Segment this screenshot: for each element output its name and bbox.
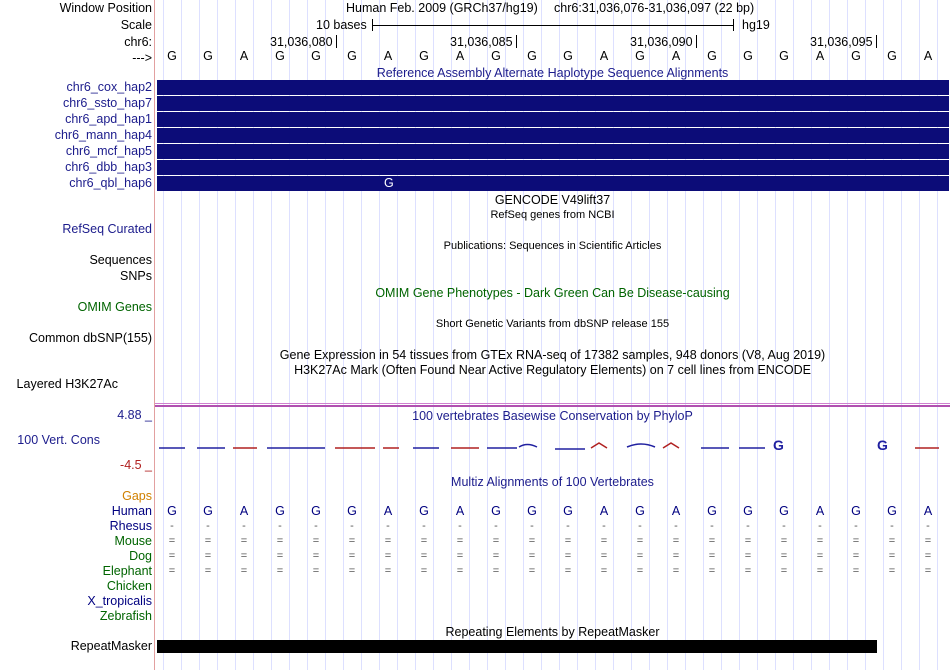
gencode-title[interactable]: GENCODE V49lift37 (494, 193, 611, 207)
alignment-mark: = (708, 535, 716, 547)
h3k27ac-signal-line (155, 405, 950, 407)
alignment-mark: - (746, 520, 750, 532)
alignment-mark: = (276, 535, 284, 547)
h3k27ac-title[interactable]: H3K27Ac Mark (Often Found Near Active Regulatory Elements) on 7 cell lines from ENCODE (294, 363, 811, 377)
label-divider (154, 0, 155, 670)
alignment-mark: - (278, 520, 282, 532)
alignment-mark: = (924, 535, 932, 547)
reference-base: A (239, 49, 249, 63)
human-base: G (275, 504, 285, 518)
human-base: G (527, 504, 537, 518)
alignment-mark: = (348, 565, 356, 577)
coord-tick-1 (516, 35, 517, 48)
alignment-mark: = (600, 535, 608, 547)
reference-base: A (455, 49, 465, 63)
human-base: G (779, 504, 789, 518)
scale-bar-right-tick (733, 19, 734, 31)
h3k27ac-label[interactable]: Layered H3K27Ac (16, 377, 118, 391)
alignment-mark: = (492, 565, 500, 577)
hap-bar-ssto[interactable] (157, 96, 949, 111)
reference-base: G (563, 49, 573, 63)
alignment-mark: = (636, 535, 644, 547)
alignment-mark: = (924, 565, 932, 577)
alignment-mark: = (528, 550, 536, 562)
reference-base: G (167, 49, 177, 63)
alignment-mark: - (242, 520, 246, 532)
qbl-mismatch-base: G (384, 176, 394, 190)
alignment-mark: = (204, 565, 212, 577)
hap-bar-qbl[interactable] (157, 176, 949, 191)
human-base: A (671, 504, 681, 518)
repeatmasker-element[interactable] (157, 640, 877, 653)
alignment-mark: - (638, 520, 642, 532)
alignment-mark: = (780, 550, 788, 562)
alignment-mark: = (636, 565, 644, 577)
cons-label[interactable]: 100 Vert. Cons (17, 433, 100, 447)
chrom-label: chr6: (124, 35, 152, 49)
omim-genes-label[interactable]: OMIM Genes (77, 300, 152, 314)
alignment-mark: = (456, 550, 464, 562)
human-base: A (383, 504, 393, 518)
track-label-column (0, 0, 154, 670)
reference-base: G (527, 49, 537, 63)
scale-text: 10 bases (316, 18, 367, 32)
dbsnp-title[interactable]: Short Genetic Variants from dbSNP release 155 (435, 318, 670, 330)
alignment-mark: - (710, 520, 714, 532)
human-base: G (743, 504, 753, 518)
human-base: G (167, 504, 177, 518)
alignment-mark: - (386, 520, 390, 532)
alignment-mark: = (888, 535, 896, 547)
alignment-mark: = (456, 535, 464, 547)
publications-title[interactable]: Publications: Sequences in Scientific Articles (443, 240, 662, 252)
phylop-glyph-2: G (877, 437, 888, 453)
hap-bar-apd[interactable] (157, 112, 949, 127)
reference-base: G (851, 49, 861, 63)
reference-base: G (779, 49, 789, 63)
alignment-mark: = (708, 565, 716, 577)
alignment-mark: = (708, 550, 716, 562)
reference-base: G (743, 49, 753, 63)
coord-tick-0 (336, 35, 337, 48)
position-text: chr6:31,036,076-31,036,097 (22 bp) (554, 1, 755, 15)
alignment-mark: = (564, 550, 572, 562)
human-base: G (203, 504, 213, 518)
alignment-mark: = (240, 535, 248, 547)
alignment-mark: = (564, 565, 572, 577)
alignment-mark: - (314, 520, 318, 532)
alignment-mark: = (564, 535, 572, 547)
alignment-mark: = (312, 550, 320, 562)
species-label[interactable]: Dog (129, 549, 152, 563)
alignment-mark: = (816, 535, 824, 547)
alignment-mark: = (528, 535, 536, 547)
phylop-glyph-1: G (773, 437, 784, 453)
alignment-mark: = (384, 550, 392, 562)
human-base: G (311, 504, 321, 518)
alignment-mark: = (204, 535, 212, 547)
alignment-mark: - (530, 520, 534, 532)
alignment-mark: - (422, 520, 426, 532)
species-label[interactable]: Mouse (114, 534, 152, 548)
alignment-mark: = (420, 535, 428, 547)
alignment-mark: = (852, 535, 860, 547)
hap-label-cox[interactable]: chr6_cox_hap2 (66, 80, 152, 94)
alignment-mark: = (348, 535, 356, 547)
alignment-mark: = (528, 565, 536, 577)
reference-base: A (599, 49, 609, 63)
alignment-mark: = (420, 550, 428, 562)
alignment-mark: = (744, 550, 752, 562)
alignment-mark: = (168, 550, 176, 562)
hap-label-qbl[interactable]: chr6_qbl_hap6 (69, 176, 152, 190)
phylop-seg-13 (627, 444, 655, 447)
species-label[interactable]: Zebrafish (99, 609, 152, 623)
reference-base: G (635, 49, 645, 63)
phylop-seg-10 (519, 445, 537, 448)
species-label[interactable]: Chicken (106, 579, 152, 593)
alignment-mark: = (672, 535, 680, 547)
reference-base: G (203, 49, 213, 63)
alignment-mark: - (566, 520, 570, 532)
gaps-label[interactable]: Gaps (122, 489, 152, 503)
refseq-subtitle[interactable]: RefSeq genes from NCBI (490, 209, 615, 221)
alt-hap-title[interactable]: Reference Assembly Alternate Haplotype Sequence Alignments (376, 66, 729, 80)
reference-base: A (671, 49, 681, 63)
alignment-mark: = (924, 550, 932, 562)
alignment-mark: - (782, 520, 786, 532)
alignment-mark: = (240, 565, 248, 577)
human-base: G (491, 504, 501, 518)
alignment-mark: = (492, 550, 500, 562)
repeatmasker-label[interactable]: RepeatMasker (70, 639, 152, 653)
hap-label-mcf[interactable]: chr6_mcf_hap5 (65, 144, 152, 158)
alignment-mark: = (780, 565, 788, 577)
species-label[interactable]: Human (111, 504, 152, 518)
human-base: A (815, 504, 825, 518)
reference-base: G (419, 49, 429, 63)
reference-base: G (311, 49, 321, 63)
coord-label-1: 31,036,085 (450, 35, 513, 49)
phylop-min-label: -4.5 _ (120, 458, 152, 472)
alignment-mark: = (636, 550, 644, 562)
hap-bar-cox[interactable] (157, 80, 949, 95)
reference-base: G (347, 49, 357, 63)
human-base: A (923, 504, 933, 518)
coord-tick-2 (696, 35, 697, 48)
alignment-mark: = (816, 565, 824, 577)
reference-base: A (383, 49, 393, 63)
alignment-mark: = (600, 565, 608, 577)
omim-title[interactable]: OMIM Gene Phenotypes - Dark Green Can Be Disease-causing (375, 286, 730, 300)
alignment-mark: = (312, 565, 320, 577)
scale-bar (372, 25, 733, 26)
snps-label[interactable]: SNPs (120, 269, 152, 283)
alignment-mark: = (168, 535, 176, 547)
repeatmasker-title[interactable]: Repeating Elements by RepeatMasker (445, 625, 660, 639)
strand-toggle[interactable]: ---> (132, 51, 152, 65)
human-base: A (239, 504, 249, 518)
assembly-title: Human Feb. 2009 (GRCh37/hg19) (346, 1, 538, 15)
alignment-mark: - (854, 520, 858, 532)
reference-base: G (707, 49, 717, 63)
species-label[interactable]: X_tropicalis (87, 594, 152, 608)
human-base: G (563, 504, 573, 518)
reference-base: A (815, 49, 825, 63)
human-base: A (599, 504, 609, 518)
dbsnp-label[interactable]: Common dbSNP(155) (29, 331, 152, 345)
hap-label-ssto[interactable]: chr6_ssto_hap7 (63, 96, 152, 110)
species-label[interactable]: Elephant (102, 564, 152, 578)
alignment-mark: = (276, 565, 284, 577)
alignment-mark: - (494, 520, 498, 532)
refseq-curated-label[interactable]: RefSeq Curated (62, 222, 152, 236)
phylop-graph[interactable] (155, 424, 950, 464)
alignment-mark: - (350, 520, 354, 532)
coord-tick-3 (876, 35, 877, 48)
phylop-title[interactable]: 100 vertebrates Basewise Conservation by PhyloP (412, 409, 693, 423)
alignment-mark: = (744, 565, 752, 577)
human-base: G (851, 504, 861, 518)
alignment-mark: = (672, 550, 680, 562)
alignment-mark: = (852, 565, 860, 577)
alignment-mark: = (600, 550, 608, 562)
phylop-max-label: 4.88 _ (117, 408, 152, 422)
alignment-mark: - (458, 520, 462, 532)
human-base: G (887, 504, 897, 518)
hap-bar-mcf[interactable] (157, 144, 949, 159)
phylop-seg-14 (663, 443, 679, 448)
hap-label-mann[interactable]: chr6_mann_hap4 (54, 128, 152, 142)
alignment-mark: - (818, 520, 822, 532)
reference-base: G (491, 49, 501, 63)
alignment-mark: = (816, 550, 824, 562)
alignment-mark: = (888, 565, 896, 577)
alignment-mark: = (312, 535, 320, 547)
alignment-mark: = (888, 550, 896, 562)
db-label: hg19 (742, 18, 770, 32)
human-base: G (707, 504, 717, 518)
alignment-mark: - (206, 520, 210, 532)
coord-label-0: 31,036,080 (270, 35, 333, 49)
h3k27ac-signal-line-top (155, 403, 950, 404)
species-label[interactable]: Rhesus (109, 519, 152, 533)
human-base: G (635, 504, 645, 518)
alignment-mark: = (744, 535, 752, 547)
reference-base: G (275, 49, 285, 63)
alignment-mark: = (780, 535, 788, 547)
hap-bar-mann[interactable] (157, 128, 949, 143)
alignment-mark: = (348, 550, 356, 562)
alignment-mark: - (170, 520, 174, 532)
coord-label-2: 31,036,090 (630, 35, 693, 49)
reference-base: A (923, 49, 933, 63)
alignment-mark: = (204, 550, 212, 562)
alignment-mark: - (674, 520, 678, 532)
hap-label-dbb[interactable]: chr6_dbb_hap3 (65, 160, 152, 174)
hap-bar-dbb[interactable] (157, 160, 949, 175)
alignment-mark: = (420, 565, 428, 577)
sequences-label[interactable]: Sequences (89, 253, 152, 267)
alignment-mark: = (168, 565, 176, 577)
human-base: A (455, 504, 465, 518)
alignment-mark: = (492, 535, 500, 547)
alignment-mark: = (384, 565, 392, 577)
alignment-mark: - (602, 520, 606, 532)
alignment-mark: = (240, 550, 248, 562)
alignment-mark: = (672, 565, 680, 577)
coord-label-3: 31,036,095 (810, 35, 873, 49)
alignment-mark: = (384, 535, 392, 547)
hap-label-apd[interactable]: chr6_apd_hap1 (65, 112, 152, 126)
reference-base: G (887, 49, 897, 63)
window-position-label: Window Position (59, 1, 152, 15)
gtex-title[interactable]: Gene Expression in 54 tissues from GTEx RNA-seq of 17382 samples, 948 donors (V8, Aug 2019) (279, 348, 826, 362)
alignment-mark: - (890, 520, 894, 532)
alignment-mark: = (852, 550, 860, 562)
alignment-mark: = (456, 565, 464, 577)
alignment-mark: = (276, 550, 284, 562)
scale-label: Scale (120, 18, 152, 32)
phylop-seg-12 (591, 443, 607, 448)
multiz-title[interactable]: Multiz Alignments of 100 Vertebrates (451, 475, 654, 489)
alignment-mark: - (926, 520, 930, 532)
human-base: G (347, 504, 357, 518)
human-base: G (419, 504, 429, 518)
